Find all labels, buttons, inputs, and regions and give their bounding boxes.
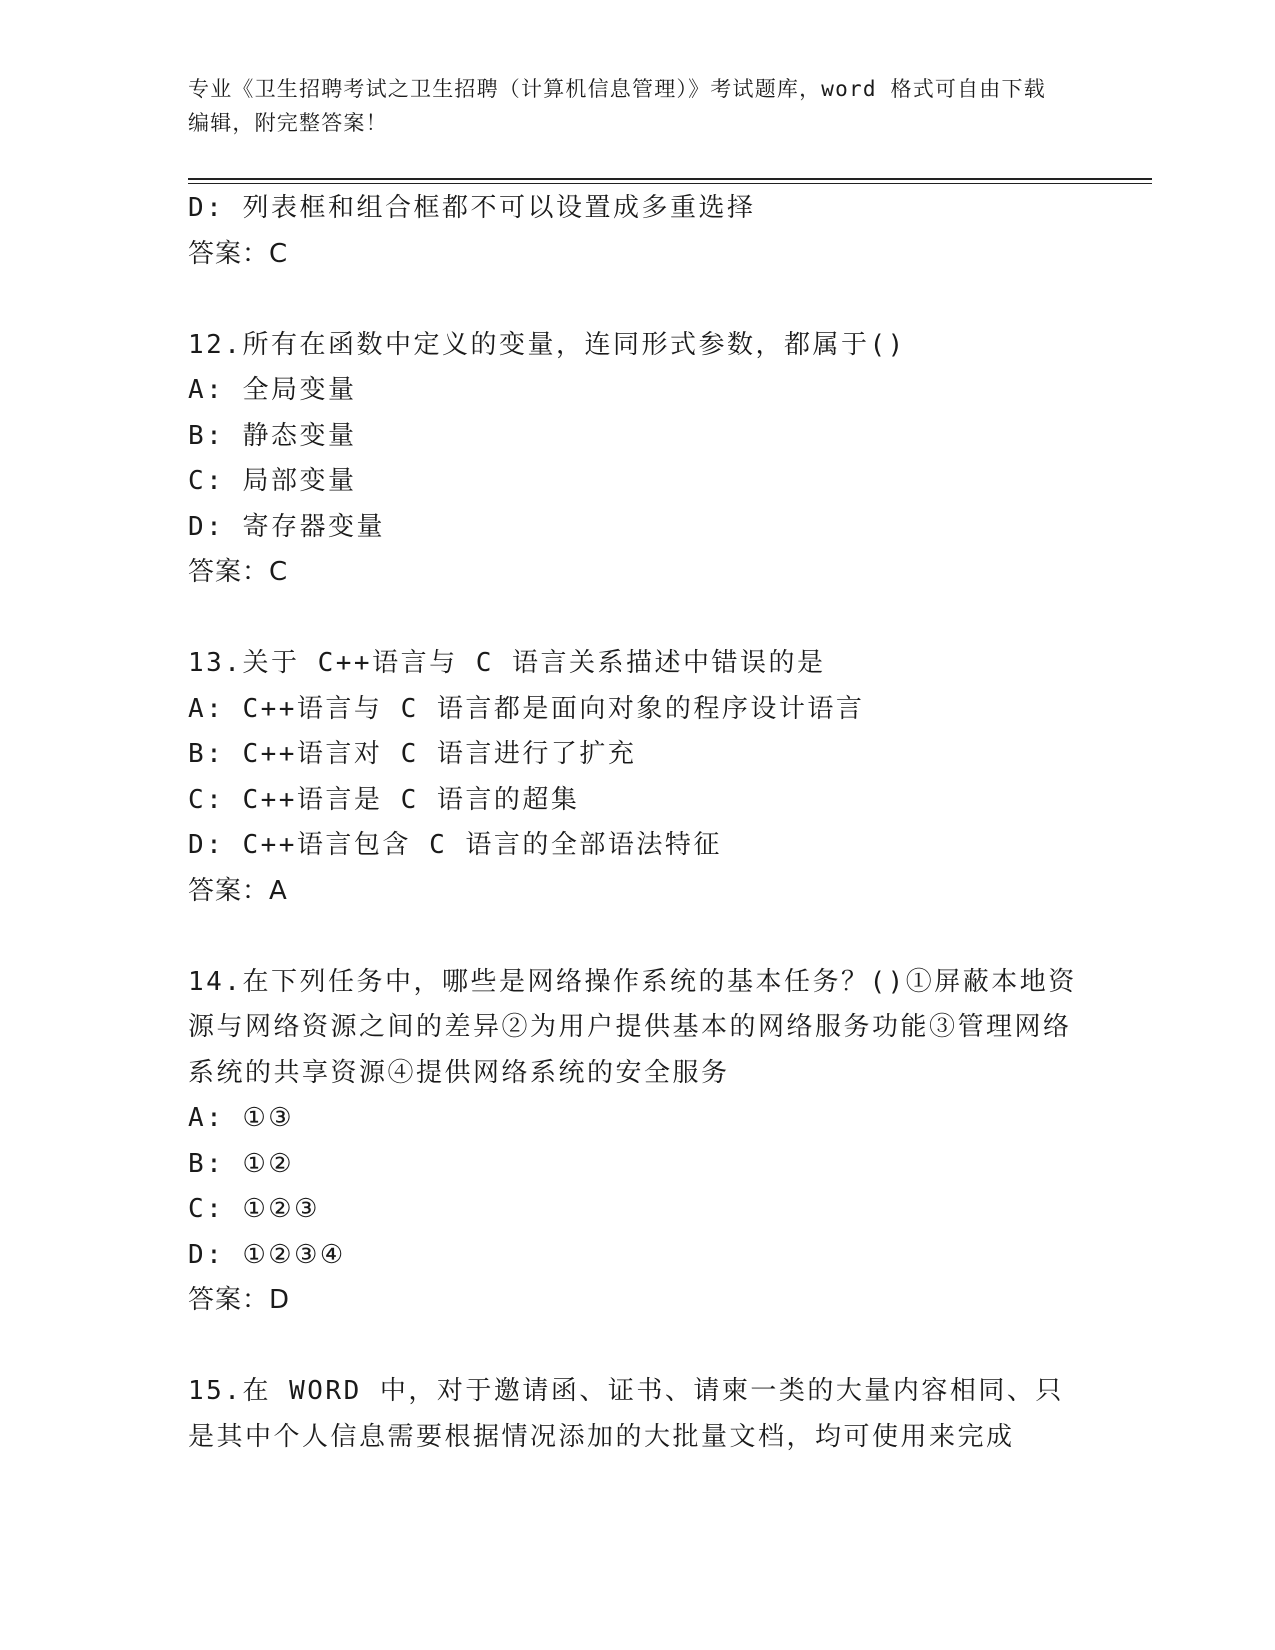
question-stem: 12.所有在函数中定义的变量，连同形式参数，都属于()	[188, 329, 906, 360]
header-divider-thick	[188, 178, 1152, 180]
question-12	[188, 323, 1088, 596]
answer-line: 答案：C	[188, 238, 289, 269]
option-b: B: 静态变量	[188, 420, 357, 451]
option-d: D: ①②③④	[188, 1239, 346, 1270]
answer-line: 答案：D	[188, 1285, 291, 1315]
option-b: B: C++语言对 C 语言进行了扩充	[188, 739, 637, 769]
option-d: D: 列表框和组合框都不可以设置成多重选择	[188, 193, 756, 223]
option-a: A: C++语言与 C 语言都是面向对象的程序设计语言	[188, 693, 865, 724]
option-c: C: 局部变量	[188, 466, 357, 496]
option-a: A: 全局变量	[188, 375, 357, 405]
spacer	[188, 1324, 1088, 1370]
question-14	[188, 960, 1088, 1324]
spacer	[188, 914, 1088, 960]
spacer	[188, 596, 1088, 642]
option-a: A: ①③	[188, 1103, 295, 1133]
question-stem: 13.关于 C++语言与 C 语言关系描述中错误的是	[188, 648, 826, 678]
option-c: C: ①②③	[188, 1194, 320, 1224]
answer-line: 答案：C	[188, 557, 289, 587]
document-header-note: 专业《卫生招聘考试之卫生招聘（计算机信息管理）》考试题库，word 格式可自由下载编辑，附完整答案！	[188, 77, 1046, 135]
option-c: C: C++语言是 C 语言的超集	[188, 784, 580, 815]
header-divider-thin	[188, 183, 1152, 184]
question-15	[188, 1369, 1088, 1460]
spacer	[188, 277, 1088, 323]
option-d: D: C++语言包含 C 语言的全部语法特征	[188, 830, 722, 860]
option-b: B: ①②	[188, 1148, 295, 1179]
question-list	[188, 186, 1088, 1460]
question-13	[188, 641, 1088, 914]
question-stem: 15.在 WORD 中，对于邀请函、证书、请柬一类的大量内容相同、只是其中个人信息需要根据情况添加的大批量文档，均可使用来完成	[188, 1376, 1064, 1452]
previous-question-tail	[188, 186, 1088, 277]
option-d: D: 寄存器变量	[188, 511, 385, 542]
answer-line: 答案：A	[188, 875, 288, 906]
question-stem: 14.在下列任务中，哪些是网络操作系统的基本任务？()①屏蔽本地资源与网络资源之间的差异②为用户提供基本的网络服务功能③管理网络系统的共享资源④提供网络系统的安全服务	[188, 966, 1077, 1088]
